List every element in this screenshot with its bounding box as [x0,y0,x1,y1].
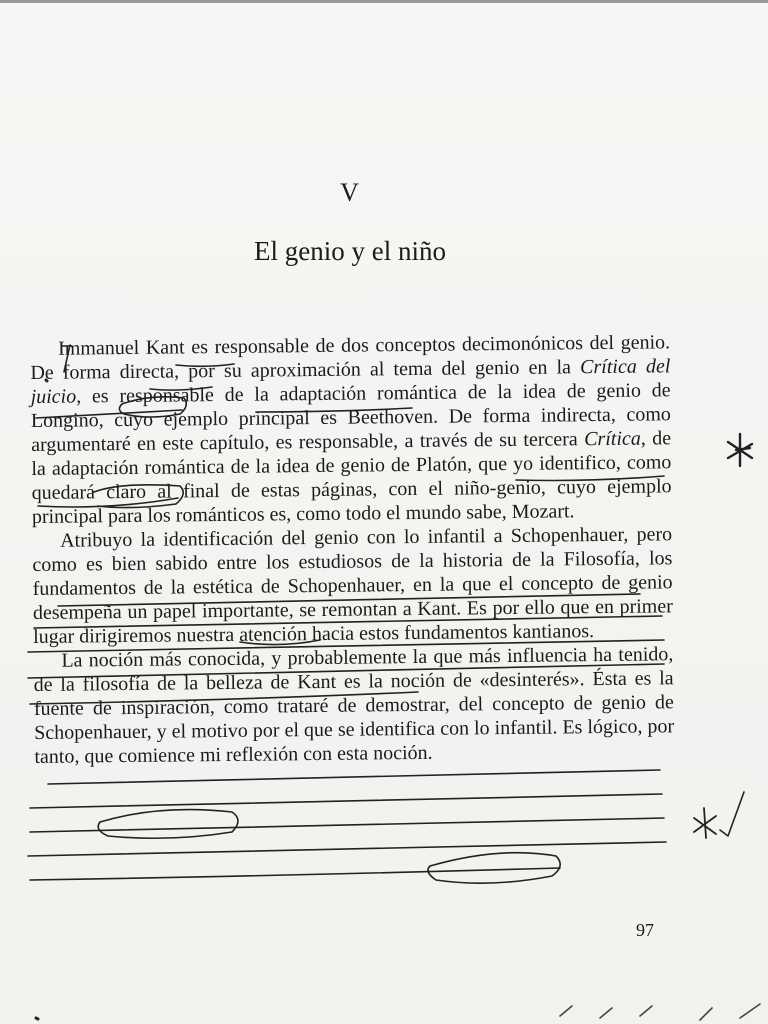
paragraph-1-part-1: Immanuel Kant es responsable de dos conceptos decimonónicos del genio. De forma directa, por su aproximación al tema del genio en la [30,331,671,384]
page-number: 97 [636,920,654,940]
underline-p3-l1 [48,770,660,784]
circle-lo-infantil [428,853,560,884]
underline-p3-l5 [30,868,560,880]
paragraph-1-part-2: , es responsable de la adaptación romántica de la idea de genio de Longino, cuyo ejemplo principal es Beethoven. De forma indirecta, como argumentaré en este capítulo, es responsable, a través de su tercera [30,379,671,456]
paragraph-3: La noción más conocida, y probablemente la que más influencia ha tenido, de la filosofía de la belleza de Kant es la noción de «desinterés». Ésta es la fuente de inspiración, como trataré de demostrar, del concepto de genio de Schopenhauer, y el motivo por el que se identifica con lo infantil. Es lógico, por tanto, que comience mi reflexión con esta noción. [33,643,675,768]
underline-p3-l3 [30,818,664,832]
page-top-edge [0,0,768,3]
paragraph-2: Atribuyo la identificación del genio con lo infantil a Schopenhauer, pero como es bien sabido entre los estudiosos de la historia de la Filosofía, los fundamentos de la estética de Schopenhauer, en la que el concepto de genio desempeña un papel importante, se remontan a Kant. Es por ello que en primer lugar dirigiremos nuestra atención hacia estos fundamentos kantianos. [32,523,673,648]
paragraph-1 [30,330,672,529]
margin-tick [720,792,744,836]
chapter-title: El genio y el niño [254,236,446,266]
circle-desinteres [98,810,238,839]
bottom-edge-marks [560,1004,760,1020]
bottom-left-dot [36,1018,38,1019]
book-title-critica-del-juicio: Crítica del juicio [30,355,671,408]
chapter-body [30,330,674,769]
underline-p3-l2 [30,794,662,808]
paragraph-1-part-3: , de la adaptación romántica de la idea de genio de Platón, que yo identifico, como quedará claro al final de estas páginas, con el niño-genio, cuyo ejemplo principal para los románticos es, como todo el mundo sabe, Mozart. [31,427,672,528]
book-title-critica: Crítica [584,427,641,451]
margin-star-1 [728,434,752,466]
margin-star-2 [694,808,716,838]
chapter-number: V [340,178,360,207]
underline-p3-l4 [28,842,666,856]
